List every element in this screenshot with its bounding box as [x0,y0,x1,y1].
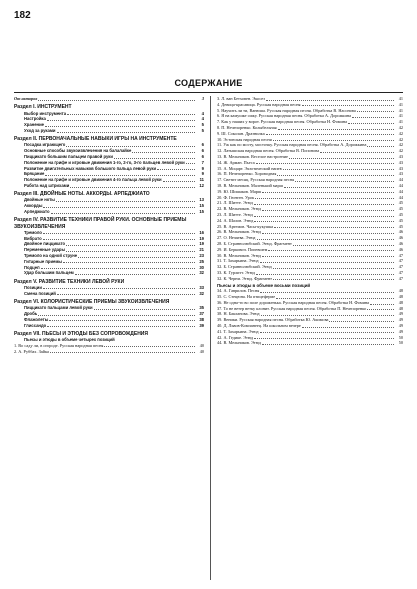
dot-leader [254,221,394,222]
toc-entry-title: 10. Эстонская народная песня [217,136,272,142]
dot-leader [38,315,195,316]
toc-page-number: 46 [398,240,403,246]
toc-entry-title: 5. Научить ли ти, Ванюша. Русская народная песня. Обработка В. Насонова [217,107,356,113]
toc-entry-title: 33. К. Гурлитт. Этюд [217,269,255,275]
dot-leader [260,332,394,333]
toc-entry-title: 40. Д. Львов-Компанеец. На школьном вечере [217,323,301,329]
toc-entry-title: Уход за руками [24,127,56,133]
toc-page-number: 43 [398,153,403,159]
dot-leader [43,207,195,208]
toc-entry-title: 38. Н. Бакланова. Этюд [217,311,260,317]
toc-entry [217,276,403,282]
dot-leader [66,146,195,147]
toc-entry-title: Раздел II. ПЕРВОНАЧАЛЬНЫЕ НАВЫКИ ИГРЫ НА ИНСТРУМЕНТЕ [14,136,177,143]
toc-entry-title: Пиццикато большим пальцем правой руки [24,153,113,159]
toc-page-number: 40 [199,342,204,348]
toc-entry-title: Смена позиций [24,290,56,296]
toc-page-number: 15 [199,209,204,215]
toc-page-number: 45 [398,223,403,229]
dot-leader [266,134,394,135]
dot-leader [94,309,195,310]
dot-leader [262,256,394,257]
toc-entry-title: 25. В. Артемов. Часы-кукушка [217,223,273,229]
toc-page-number: 30 [199,264,204,270]
dot-leader [293,245,394,246]
toc-entry-title: 9. Ш. Соколан. Дразнилка [217,130,265,136]
toc-entry-title: 19. Ю. Шишаков. Марш [217,188,262,194]
toc-entry-title: 2. А. Руббах. Зайка [14,348,49,354]
dot-leader [277,175,394,176]
toc-entry-title: Пьесы и этюды в объеме восьми позиций [217,282,311,288]
toc-entry [14,183,204,189]
dot-leader [260,292,394,293]
toc-entry-title: Тремоло на одной струне [24,252,78,258]
toc-entry-title: 24. А. Шалов. Этюд [217,217,254,223]
toc-entry [14,323,204,329]
toc-page-number: 5 [201,127,204,133]
toc-page-number: 32 [199,290,204,296]
toc-page-number: 43 [398,159,403,165]
dot-leader [57,132,196,133]
toc-entry-title: 32. Б. Страннолюбский. Этюд [217,264,272,270]
toc-entry-title: 11. Уж как по мосту, мосточку. Русская народная песня. Обработка А. Дорожкина [217,142,367,148]
dot-leader [329,321,394,322]
dot-leader [66,245,195,246]
dot-leader [254,216,394,217]
dot-leader [260,262,394,263]
dot-leader [254,338,394,339]
toc-page-number: 11 [199,177,204,183]
toc-page-number: 45 [398,200,403,206]
toc-entry-title: 13. В. Мельников. Веселое настроение [217,153,288,159]
toc-entry-title: Аккорды [24,203,43,209]
dot-leader [283,169,394,170]
toc-entry-title: Раздел VI. КОЛОРИСТИЧЕСКИЕ ПРИЕМЫ ЗВУКОИЗВЛЕЧЕНИЯ [14,298,170,305]
toc-page-number: 50 [398,340,403,346]
dot-leader [370,304,394,305]
toc-entry-title: Вибрато [24,235,42,241]
dot-leader [186,163,195,164]
toc-entry-title: 32. К. Черни. Этюд. Фрагмент [217,275,273,281]
toc-page-number: 16 [199,229,204,235]
dot-leader [262,233,394,234]
toc-page-number: 19 [199,241,204,247]
toc-page-number: 19 [199,235,204,241]
toc-entry [14,349,204,355]
toc-page-number: 46 [398,229,403,235]
toc-entry [14,96,204,102]
dot-leader [262,344,394,345]
toc-page-number: 9 [201,171,204,177]
toc-entry-title: Положение на грифе и игровые движения 4-го пальца левой руки [24,177,162,183]
toc-entry-title: Развитие двигательных навыков большого пальца левой руки [24,165,157,171]
toc-page-number: 45 [398,206,403,212]
dot-leader [273,279,394,280]
dot-leader [57,294,195,295]
toc-entry-title: Гитарные приемы [24,258,62,264]
toc-entry-title: 17. Светит месяц. Русская народная песня [217,177,295,183]
toc-entry-title: 12. Латышская народная песня. Обработка В. Попонова [217,148,320,154]
dot-leader [47,326,195,327]
toc-entry-title: Флажолеты [24,316,49,322]
toc-entry-title: Раздел III. ДВОЙНЫЕ НОТЫ. АККОРДЫ. АРПЕДЖИАТО [14,191,150,198]
toc-page-number: 42 [398,142,403,148]
toc-entry-title: 31. Т. Захарьина. Этюд [217,258,259,264]
toc-page-number: 3 [201,96,204,101]
dot-leader [367,146,394,147]
dot-leader [274,227,394,228]
dot-leader [43,288,195,289]
toc-entry-title: 34. А. Гаврилов. Песня [217,288,260,294]
dot-leader [256,274,394,275]
toc-entry-title: 28. Б. Страннолюбский. Этюд. Фрагмент [217,240,292,246]
toc-entry [14,270,204,276]
dot-leader [38,100,195,101]
toc-page-number: 44 [398,177,403,183]
toc-page-number: 49 [398,328,403,334]
dot-leader [367,309,394,310]
toc-page-number: 42 [398,136,403,142]
toc-entry-title: 30. В. Мельников. Этюд [217,252,261,258]
dot-leader [302,327,394,328]
toc-entry-title: 26. В. Мельников. Этюд [217,229,261,235]
toc-page-number: 21 [199,247,204,253]
toc-page-number: 12 [199,182,204,188]
dot-leader [273,268,394,269]
toc-entry-title: 18. В. Мельников. Маленький марш [217,182,283,188]
dot-leader [114,158,195,159]
dot-leader [256,163,394,164]
toc-entry-title: 4. Девица-красавица. Русская народная песня [217,101,301,107]
toc-left-column [14,96,204,354]
toc-entry-title: Арпеджиато [24,209,50,215]
dot-leader [50,352,195,353]
toc-entry-title: 14. Ж. Арман. Пьеса [217,159,255,165]
toc-entry-title: Основные способы звукоизвлечения на балалайке [24,148,132,154]
dot-leader [284,187,394,188]
toc-page-number: 32 [199,270,204,276]
toc-page-number: 42 [398,124,403,130]
toc-entry-title: Пьесы и этюды в объеме четырех позиций [24,337,115,343]
toc-page-number: 25 [199,258,204,264]
toc-page-number: 48 [398,299,403,305]
toc-entry-title: 22. В. Мельников. Этюд [217,206,261,212]
toc-entry-title: 3. Л. ван Бетховен. Экосез [217,96,265,101]
dot-leader [47,120,195,121]
dot-leader [262,192,394,193]
toc-page-number: 46 [398,235,403,241]
toc-entry-title: От авторов [14,96,38,101]
toc-page-number: 44 [398,194,403,200]
toc-page-number: 47 [398,269,403,275]
toc-entry [217,340,403,346]
toc-entry-title: 20. Ф. Гюнтен. Урок [217,194,255,200]
toc-entry-title: 21. Л. Шитте. Этюд [217,200,253,206]
toc-entry-title: Раздел IV. РАЗВИТИЕ ТЕХНИКИ ПРАВОЙ РУКИ. ОСНОВНЫЕ ПРИЕМЫ ЗВУКОИЗВЛЕЧЕНИЯ [14,217,187,230]
dot-leader [302,105,395,106]
toc-entry [14,209,204,215]
toc-page-number: 38 [199,316,204,322]
toc-entry-title: Подцеп [24,264,40,270]
dot-leader [257,239,395,240]
dot-leader [352,117,394,118]
toc-entry-title: Раздел I. ИНСТРУМЕНТ [14,104,72,111]
toc-entry-title: 41. Т. Захарьина. Этюд [217,328,259,334]
toc-page-number: 47 [398,258,403,264]
toc-page-number: 48 [398,305,403,311]
toc-page-number: 37 [199,310,204,316]
toc-page-number: 4 [201,110,204,116]
toc-page-number: 49 [398,323,403,329]
toc-page-number: 44 [398,188,403,194]
toc-page-number: 46 [398,246,403,252]
toc-page-number: 41 [398,113,403,119]
toc-entry-title: 15. А. Моцарт. Экзотический напев [217,165,282,171]
toc-page-number: 47 [398,252,403,258]
toc-page-number: 41 [398,101,403,107]
toc-entry-title: Двойные ноты [24,197,55,203]
toc-page-number: 6 [201,148,204,154]
toc-entry-title: 44. В. Мельников. Этюд [217,340,261,346]
toc-entry-title: Переменные удары [24,247,66,253]
toc-entry-title: 23. Л. Шитте. Этюд [217,211,253,217]
toc-entry-title: 42. А. Гедике. Этюд [217,334,254,340]
dot-leader [157,169,195,170]
dot-leader [348,123,394,124]
toc-page-number: 33 [199,284,204,290]
toc-entry-title: Работа над штрихами [24,182,70,188]
toc-page-number: 41 [398,107,403,113]
toc-entry-title: 29. И. Беркович. Попевшем [217,246,268,252]
dot-leader [276,298,394,299]
toc-entry-title: Пиццикато пальцами левой руки [24,305,93,311]
toc-section-heading [14,217,204,229]
toc-page-number: 15 [199,203,204,209]
toc-entry-title: 27. О. Нечаева. Этюд [217,235,256,241]
dot-leader [163,181,195,182]
toc-page-number: 43 [398,165,403,171]
dot-leader [63,262,195,263]
dot-leader [357,111,394,112]
toc-entry-title: Посадка играющего [24,142,66,148]
toc-entry-title: Дробь [24,310,38,316]
page-number: 182 [14,10,31,21]
toc-entry-title: 6. Я на камушке сижу. Русская народная песня. Обработка А. Дорожкина [217,113,352,119]
dot-leader [45,126,195,127]
dot-leader [278,129,394,130]
dot-leader [295,181,394,182]
dot-leader [56,201,195,202]
toc-page-number: 49 [398,311,403,317]
toc-entry-title: Хранение [24,122,44,128]
dot-leader [75,274,195,275]
dot-leader [261,315,394,316]
dot-leader [273,140,394,141]
toc-page-number: 39 [199,322,204,328]
toc-page-number: 44 [398,182,403,188]
toc-entry-title: 35. С. Стецюна. На птицеферме [217,294,276,300]
dot-leader [268,250,394,251]
toc-entry-title: 16. П. Нечепоренко. Хороводная [217,171,277,177]
dot-leader [66,251,195,252]
dot-leader [255,198,394,199]
toc-page-number: 4 [201,116,204,122]
toc-page-number: 6 [201,153,204,159]
toc-page-number: 40 [199,348,204,354]
toc-page-number: 47 [398,275,403,281]
toc-entry-title: Двойное пиццикато [24,241,66,247]
toc-page-number: 23 [199,252,204,258]
dot-leader [78,257,195,258]
toc-page-number: 7 [201,159,204,165]
toc-page-number: 42 [398,130,403,136]
dot-leader [289,158,394,159]
toc-page-number: 49 [398,317,403,323]
toc-right-column [217,96,403,346]
toc-entry-title: Тремоло [24,229,42,235]
dot-leader [67,114,195,115]
toc-entry-title: Бряцание [24,171,45,177]
dot-leader [266,100,394,101]
toc-page-number: 45 [398,217,403,223]
toc-page-number: 43 [398,171,403,177]
toc-entry-title: 39. Веники. Русская народная песня. Обработка Ю. Акимова [217,317,329,323]
toc-page-number: 41 [398,96,403,101]
toc-page-number: 35 [199,305,204,311]
dot-leader [41,268,195,269]
toc-entry-title: 8. П. Нечепоренко. Колыбельная [217,124,277,130]
toc-entry [14,128,204,134]
title-rule [14,92,403,93]
toc-page-number: 9 [201,165,204,171]
toc-page-number: 5 [201,122,204,128]
dot-leader [262,210,394,211]
toc-page-number: 41 [398,119,403,125]
toc-page-number: 47 [398,264,403,270]
dot-leader [45,175,195,176]
toc-page-number: 42 [398,148,403,154]
toc-page-number: 48 [398,294,403,300]
toc-entry-title: Настройка [24,116,46,122]
dot-leader [49,320,195,321]
toc-entry-title: 7. Как у наших у ворот. Русская народная песня. Обработка Н. Фомина [217,119,347,125]
toc-entry-title: Раздел V. РАЗВИТИЕ ТЕХНИКИ ЛЕВОЙ РУКИ [14,278,125,285]
dot-leader [320,152,394,153]
page-title: СОДЕРЖАНИЕ [174,78,243,88]
toc-entry-title: Глиссандо [24,322,47,328]
toc-page-number: 13 [199,197,204,203]
column-divider [210,96,211,580]
toc-entry-title: 1. Во саду ли, в огороде. Русская народная песня [14,342,104,348]
dot-leader [132,152,195,153]
toc-page-number: 48 [398,288,403,294]
toc-entry-title: 37. То не ветер ветку клонит. Русская народная песня. Обработка П. Нечепоренко [217,305,367,311]
dot-leader [43,233,195,234]
toc-entry-title: Удар большим пальцем [24,270,74,276]
toc-page-number: 6 [201,142,204,148]
dot-leader [254,204,394,205]
dot-leader [104,346,195,347]
toc-entry-title: Выбор инструмента [24,110,67,116]
dot-leader [51,213,195,214]
toc-page-number: 50 [398,334,403,340]
toc-entry-title: Раздел VII. ПЬЕСЫ И ЭТЮДЫ БЕЗ СОПРОВОЖДЕНИЯ [14,330,148,337]
dot-leader [70,187,195,188]
toc-entry-title: Позиции [24,284,42,290]
toc-entry-title: Положение на грифе и игровые движения 1-го, 2-го, 3-го пальцев левой руки [24,159,185,165]
toc-entry-title: 36. Не одна-то во поле дороженька. Русская народная песня. Обработка Н. Фомина [217,299,370,305]
toc-entry [14,291,204,297]
toc-page-number: 45 [398,211,403,217]
dot-leader [43,239,195,240]
